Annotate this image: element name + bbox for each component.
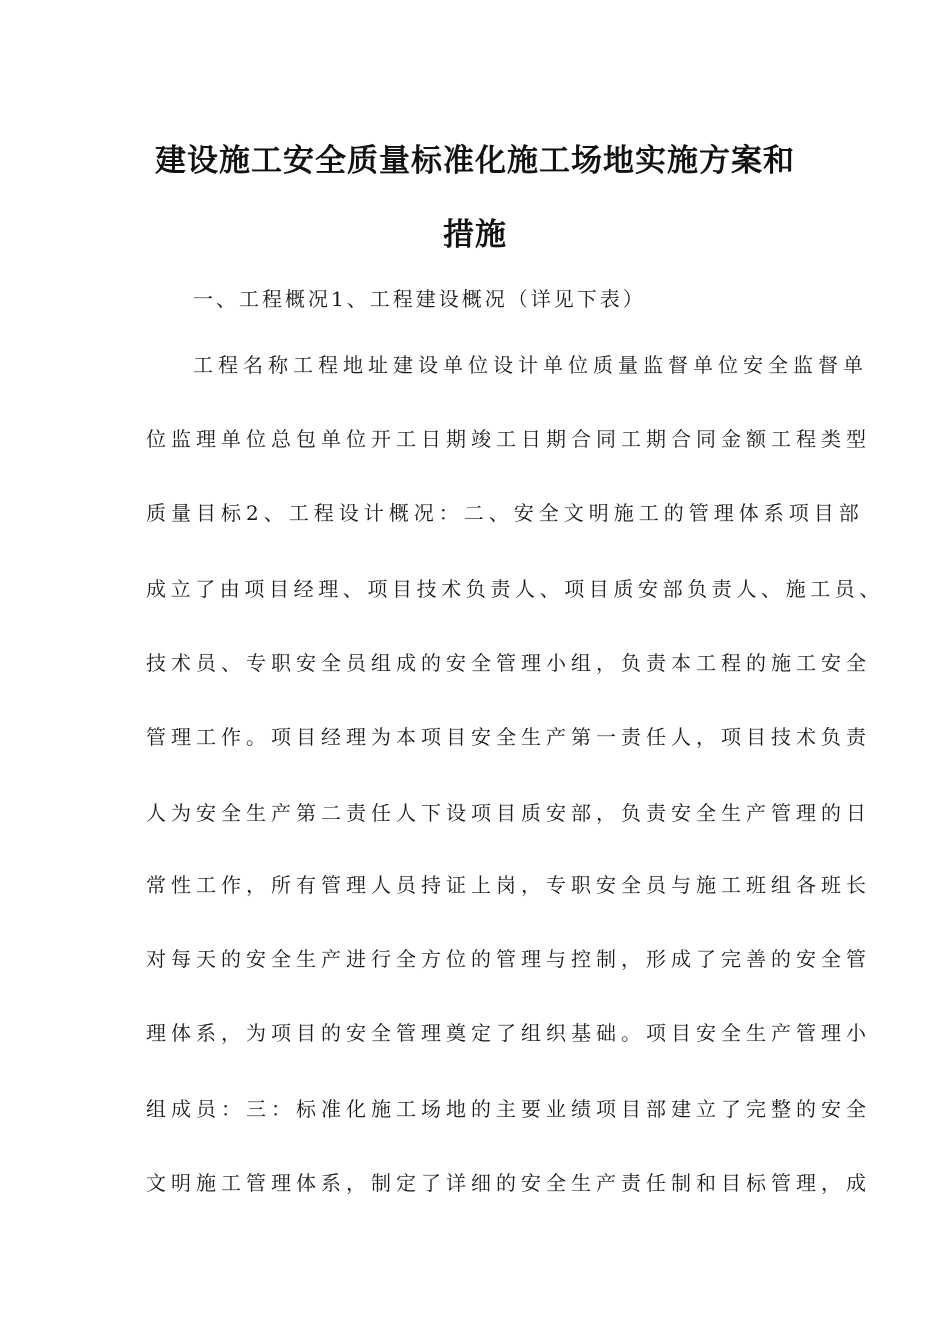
body-text-line: 成立了由项目经理、项目技术负责人、项目质安部负责人、施工员、 bbox=[146, 577, 884, 601]
body-text-line: 工程名称工程地址建设单位设计单位质量监督单位安全监督单 bbox=[193, 353, 868, 377]
document-title-line-1: 建设施工安全质量标准化施工场地实施方案和 bbox=[155, 143, 795, 179]
body-text-line: 理体系，为项目的安全管理奠定了组织基础。项目安全生产管理小 bbox=[146, 1021, 871, 1045]
body-text-line: 质量目标2、工程设计概况：二、安全文明施工的管理体系项目部 bbox=[146, 501, 864, 525]
body-text-line: 管理工作。项目经理为本项目安全生产第一责任人，项目技术负责 bbox=[146, 725, 871, 749]
body-text-line: 对每天的安全生产进行全方位的管理与控制，形成了完善的安全管 bbox=[146, 947, 871, 971]
body-text-line: 组成员：三：标准化施工场地的主要业绩项目部建立了完整的安全 bbox=[146, 1097, 871, 1121]
body-text-line: 技术员、专职安全员组成的安全管理小组，负责本工程的施工安全 bbox=[146, 651, 871, 675]
section-heading-project-overview: 一、工程概况1、工程建设概况（详见下表） bbox=[193, 287, 646, 311]
body-text-line: 位监理单位总包单位开工日期竣工日期合同工期合同金额工程类型 bbox=[146, 427, 871, 451]
document-title-line-2: 措施 bbox=[443, 217, 507, 253]
body-text-line: 人为安全生产第二责任人下设项目质安部，负责安全生产管理的日 bbox=[146, 801, 871, 825]
body-text-line: 常性工作，所有管理人员持证上岗，专职安全员与施工班组各班长 bbox=[146, 873, 871, 897]
body-text-line: 文明施工管理体系，制定了详细的安全生产责任制和目标管理，成 bbox=[146, 1171, 871, 1195]
